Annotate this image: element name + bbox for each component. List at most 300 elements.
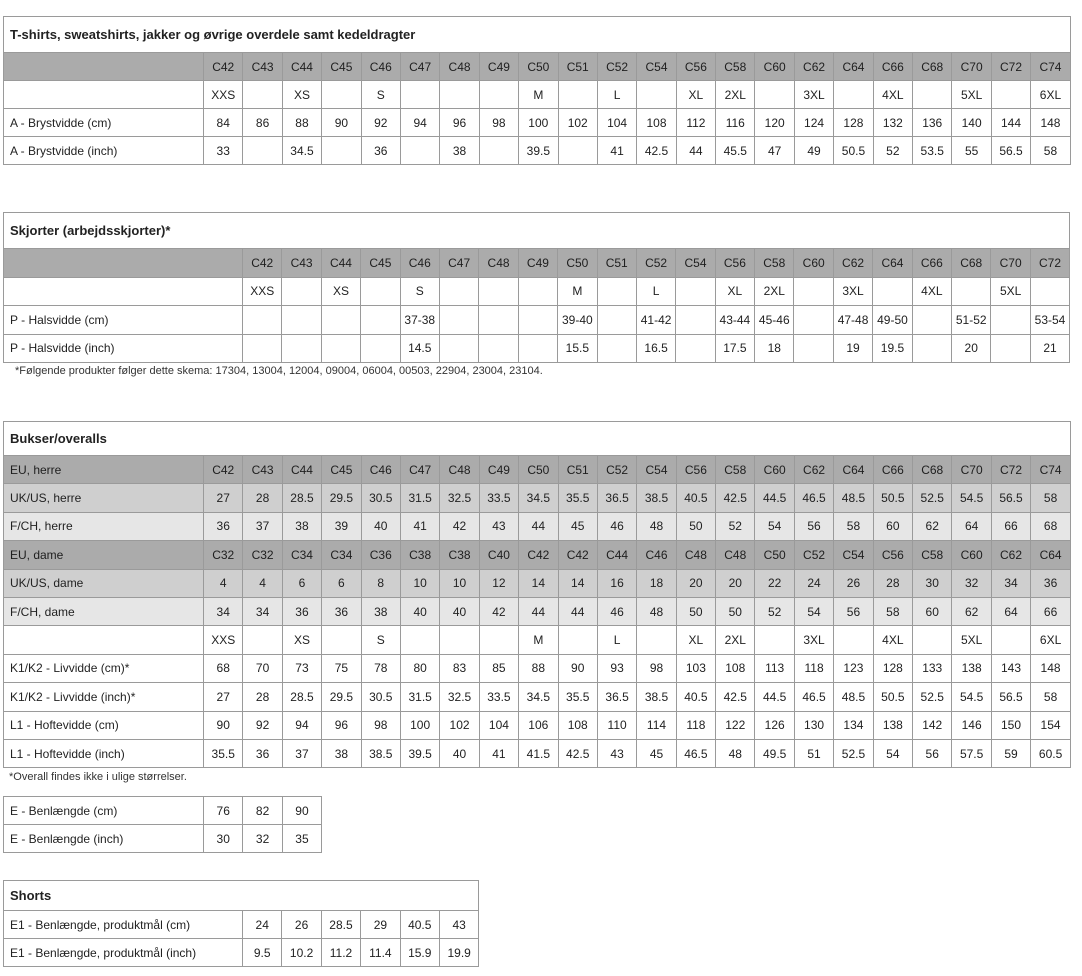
value-cell: 32.5 — [440, 683, 479, 711]
value-cell: 42.5 — [637, 137, 676, 165]
value-cell: 33.5 — [479, 683, 518, 711]
size-code-cell: C52 — [636, 249, 675, 278]
value-cell: 45.5 — [716, 137, 755, 165]
value-cell: 29.5 — [322, 683, 361, 711]
value-cell — [439, 306, 478, 335]
value-cell: 36 — [322, 597, 361, 625]
value-cell — [518, 277, 557, 306]
value-cell: 38 — [322, 739, 361, 767]
value-cell: 53-54 — [1030, 306, 1069, 335]
value-cell: 90 — [204, 711, 243, 739]
value-cell: 44 — [558, 597, 597, 625]
table-row — [4, 334, 1070, 363]
size-code-cell: C70 — [991, 249, 1030, 278]
value-cell: 130 — [794, 711, 833, 739]
value-cell: 118 — [676, 711, 715, 739]
value-cell: 48 — [637, 597, 676, 625]
size-code-cell: C72 — [1030, 249, 1069, 278]
value-cell: 52.5 — [913, 683, 952, 711]
value-cell: 123 — [834, 654, 873, 682]
value-cell — [361, 334, 400, 363]
value-cell: 3XL — [794, 626, 833, 654]
value-cell: 34 — [243, 597, 282, 625]
value-cell: 92 — [361, 109, 400, 137]
value-cell: 19.9 — [439, 939, 478, 967]
size-code-cell: C48 — [479, 249, 518, 278]
table-row — [4, 456, 1071, 484]
table-title: Shorts — [4, 881, 479, 911]
value-cell — [282, 277, 321, 306]
value-cell — [755, 626, 794, 654]
value-cell: 5XL — [952, 81, 991, 109]
value-cell — [400, 626, 439, 654]
value-cell: 51 — [794, 739, 833, 767]
value-cell: 36 — [243, 739, 282, 767]
value-cell: 50 — [716, 597, 755, 625]
value-cell — [243, 81, 282, 109]
value-cell: C34 — [322, 541, 361, 569]
row-label: UK/US, dame — [4, 569, 204, 597]
value-cell: 20 — [716, 569, 755, 597]
value-cell: 78 — [361, 654, 400, 682]
value-cell: C54 — [834, 541, 873, 569]
size-code-cell: C42 — [204, 53, 243, 81]
value-cell: 37 — [243, 512, 282, 540]
row-label: K1/K2 - Livvidde (inch)* — [4, 683, 204, 711]
table-row — [4, 306, 1070, 335]
value-cell: 10.2 — [282, 939, 321, 967]
table-title: Skjorter (arbejdsskjorter)* — [4, 213, 1070, 249]
table-row — [4, 797, 322, 825]
value-cell: 48.5 — [834, 683, 873, 711]
value-cell: 18 — [637, 569, 676, 597]
value-cell — [676, 334, 715, 363]
value-cell: 10 — [400, 569, 439, 597]
value-cell: 6XL — [1031, 626, 1071, 654]
value-cell: M — [558, 277, 597, 306]
value-cell — [518, 306, 557, 335]
value-cell — [439, 334, 478, 363]
row-label — [4, 81, 204, 109]
value-cell: 138 — [952, 654, 991, 682]
value-cell: 34 — [204, 597, 243, 625]
value-cell: 34 — [991, 569, 1030, 597]
table-title-row — [4, 213, 1070, 249]
value-cell: C50 — [755, 541, 794, 569]
value-cell: 36.5 — [597, 683, 636, 711]
value-cell — [558, 626, 597, 654]
value-cell: C49 — [479, 456, 518, 484]
row-label: E1 - Benlængde, produktmål (cm) — [4, 911, 243, 939]
value-cell: 126 — [755, 711, 794, 739]
value-cell: 57.5 — [952, 739, 991, 767]
value-cell: 22 — [755, 569, 794, 597]
value-cell — [676, 306, 715, 335]
value-cell: C47 — [400, 456, 439, 484]
table-row — [4, 711, 1071, 739]
value-cell: 90 — [282, 797, 321, 825]
value-cell: C62 — [794, 456, 833, 484]
size-code-cell: C66 — [912, 249, 951, 278]
size-code-cell: C56 — [715, 249, 754, 278]
value-cell: 42.5 — [716, 484, 755, 512]
value-cell: C43 — [243, 456, 282, 484]
value-cell: 38.5 — [361, 739, 400, 767]
shorts-size-table — [3, 880, 479, 967]
value-cell: C70 — [952, 456, 991, 484]
value-cell: M — [519, 81, 558, 109]
value-cell — [991, 81, 1030, 109]
value-cell: 33.5 — [479, 484, 518, 512]
value-cell: 16 — [597, 569, 636, 597]
value-cell: 50 — [676, 597, 715, 625]
value-cell: 41-42 — [636, 306, 675, 335]
value-cell: C48 — [676, 541, 715, 569]
value-cell — [282, 306, 321, 335]
value-cell: 20 — [676, 569, 715, 597]
value-cell: 27 — [204, 484, 243, 512]
value-cell: 3XL — [794, 81, 833, 109]
value-cell: 45 — [637, 739, 676, 767]
value-cell: 52.5 — [913, 484, 952, 512]
value-cell: 40.5 — [676, 484, 715, 512]
value-cell: 30 — [204, 825, 243, 853]
value-cell — [912, 306, 951, 335]
value-cell: 54 — [873, 739, 912, 767]
value-cell: 38.5 — [637, 683, 676, 711]
value-cell — [361, 277, 400, 306]
value-cell — [597, 306, 636, 335]
value-cell: 150 — [991, 711, 1030, 739]
value-cell: 52 — [873, 137, 912, 165]
value-cell: 66 — [991, 512, 1030, 540]
value-cell: 46.5 — [676, 739, 715, 767]
value-cell: S — [400, 277, 439, 306]
value-cell — [794, 306, 833, 335]
table-row — [4, 109, 1071, 137]
value-cell: 88 — [519, 654, 558, 682]
value-cell — [243, 306, 282, 335]
value-cell: 118 — [794, 654, 833, 682]
table-title: Bukser/overalls — [4, 422, 1071, 456]
value-cell: 27 — [204, 683, 243, 711]
value-cell: XXS — [204, 81, 243, 109]
size-code-cell: C51 — [597, 249, 636, 278]
row-label: E - Benlængde (cm) — [4, 797, 204, 825]
value-cell: 120 — [755, 109, 794, 137]
size-header-row — [4, 249, 1070, 278]
value-cell: XS — [282, 81, 321, 109]
value-cell: 28.5 — [282, 484, 321, 512]
value-cell: 41 — [479, 739, 518, 767]
table-row — [4, 81, 1071, 109]
row-label: K1/K2 - Livvidde (cm)* — [4, 654, 204, 682]
value-cell: C58 — [913, 541, 952, 569]
value-cell: 54 — [755, 512, 794, 540]
value-cell: 36 — [361, 137, 400, 165]
value-cell: 40 — [440, 597, 479, 625]
size-table — [3, 796, 322, 853]
value-cell: 54 — [794, 597, 833, 625]
value-cell: 4XL — [912, 277, 951, 306]
value-cell: 56 — [913, 739, 952, 767]
row-label: P - Halsvidde (cm) — [4, 306, 243, 335]
value-cell: C32 — [243, 541, 282, 569]
table-row — [4, 569, 1071, 597]
row-label: P - Halsvidde (inch) — [4, 334, 243, 363]
table-row — [4, 683, 1071, 711]
value-cell: 75 — [322, 654, 361, 682]
size-code-cell: C74 — [1031, 53, 1071, 81]
value-cell: 128 — [873, 654, 912, 682]
size-code-cell: C64 — [873, 249, 912, 278]
value-cell: 96 — [440, 109, 479, 137]
table-row — [4, 512, 1071, 540]
value-cell: 108 — [637, 109, 676, 137]
row-label: F/CH, dame — [4, 597, 204, 625]
size-table — [3, 421, 1071, 768]
value-cell: 49.5 — [755, 739, 794, 767]
value-cell — [913, 81, 952, 109]
value-cell — [991, 306, 1030, 335]
value-cell — [479, 81, 518, 109]
value-cell: 46.5 — [794, 484, 833, 512]
value-cell — [322, 137, 361, 165]
value-cell — [637, 626, 676, 654]
value-cell: 31.5 — [400, 683, 439, 711]
value-cell: 90 — [322, 109, 361, 137]
value-cell: 55 — [952, 137, 991, 165]
value-cell: 42 — [440, 512, 479, 540]
value-cell: 30.5 — [361, 484, 400, 512]
value-cell: 30 — [913, 569, 952, 597]
value-cell: C52 — [597, 456, 636, 484]
value-cell — [1030, 277, 1069, 306]
size-code-cell: C60 — [755, 53, 794, 81]
row-label: A - Brystvidde (cm) — [4, 109, 204, 137]
value-cell: 46.5 — [794, 683, 833, 711]
value-cell: 4 — [204, 569, 243, 597]
value-cell: C38 — [440, 541, 479, 569]
value-cell: 50 — [676, 512, 715, 540]
value-cell: 14 — [558, 569, 597, 597]
value-cell: 45 — [558, 512, 597, 540]
value-cell — [597, 334, 636, 363]
value-cell: 37-38 — [400, 306, 439, 335]
size-code-cell: C51 — [558, 53, 597, 81]
value-cell: 39 — [322, 512, 361, 540]
value-cell: 54.5 — [952, 683, 991, 711]
value-cell: 108 — [716, 654, 755, 682]
size-code-cell: C52 — [597, 53, 636, 81]
size-code-cell: C66 — [873, 53, 912, 81]
value-cell — [439, 277, 478, 306]
size-code-cell: C56 — [676, 53, 715, 81]
value-cell: 36 — [1031, 569, 1071, 597]
value-cell — [479, 306, 518, 335]
value-cell — [400, 81, 439, 109]
value-cell: 36.5 — [597, 484, 636, 512]
value-cell: 50.5 — [873, 683, 912, 711]
value-cell: 54.5 — [952, 484, 991, 512]
value-cell — [558, 81, 597, 109]
size-code-cell: C70 — [952, 53, 991, 81]
row-label: UK/US, herre — [4, 484, 204, 512]
value-cell: M — [519, 626, 558, 654]
value-cell: C56 — [873, 541, 912, 569]
value-cell: 48 — [716, 739, 755, 767]
value-cell: C36 — [361, 541, 400, 569]
value-cell — [834, 81, 873, 109]
value-cell: 103 — [676, 654, 715, 682]
size-code-cell: C45 — [361, 249, 400, 278]
table-title-row — [4, 881, 479, 911]
value-cell: C34 — [282, 541, 321, 569]
value-cell: 52.5 — [834, 739, 873, 767]
value-cell: 47 — [755, 137, 794, 165]
value-cell: 70 — [243, 654, 282, 682]
value-cell: 28 — [243, 484, 282, 512]
value-cell: C42 — [204, 456, 243, 484]
value-cell: 64 — [952, 512, 991, 540]
value-cell: C74 — [1031, 456, 1071, 484]
value-cell: 3XL — [833, 277, 872, 306]
value-cell: C42 — [558, 541, 597, 569]
value-cell: 134 — [834, 711, 873, 739]
value-cell: 88 — [282, 109, 321, 137]
value-cell — [676, 277, 715, 306]
size-header-row — [4, 53, 1071, 81]
size-table — [3, 212, 1070, 363]
value-cell: 76 — [204, 797, 243, 825]
value-cell — [479, 137, 518, 165]
value-cell — [322, 626, 361, 654]
value-cell — [834, 626, 873, 654]
value-cell: 6 — [282, 569, 321, 597]
value-cell: 60.5 — [1031, 739, 1071, 767]
value-cell: 42 — [479, 597, 518, 625]
size-code-cell: C43 — [243, 53, 282, 81]
table-row — [4, 739, 1071, 767]
value-cell: 21 — [1030, 334, 1069, 363]
value-cell: 102 — [558, 109, 597, 137]
value-cell: 59 — [991, 739, 1030, 767]
trousers-size-table — [3, 421, 1071, 768]
value-cell: 28 — [873, 569, 912, 597]
size-code-cell: C68 — [913, 53, 952, 81]
value-cell — [755, 81, 794, 109]
value-cell: 58 — [873, 597, 912, 625]
value-cell: 83 — [440, 654, 479, 682]
value-cell: 133 — [913, 654, 952, 682]
value-cell: C38 — [400, 541, 439, 569]
table-row — [4, 484, 1071, 512]
value-cell: 104 — [597, 109, 636, 137]
value-cell: 144 — [991, 109, 1030, 137]
value-cell: 122 — [716, 711, 755, 739]
value-cell: 9.5 — [243, 939, 282, 967]
value-cell: 100 — [400, 711, 439, 739]
value-cell: C44 — [282, 456, 321, 484]
value-cell — [479, 334, 518, 363]
value-cell: XL — [676, 81, 715, 109]
value-cell — [873, 277, 912, 306]
size-code-cell: C49 — [479, 53, 518, 81]
value-cell: L — [636, 277, 675, 306]
value-cell: 51-52 — [952, 306, 991, 335]
value-cell: C42 — [519, 541, 558, 569]
value-cell: 28 — [243, 683, 282, 711]
value-cell: 39-40 — [558, 306, 597, 335]
value-cell: 148 — [1031, 109, 1071, 137]
table-row — [4, 626, 1071, 654]
row-label: L1 - Hoftevidde (cm) — [4, 711, 204, 739]
value-cell: 44.5 — [755, 683, 794, 711]
value-cell: 62 — [913, 512, 952, 540]
value-cell: XL — [715, 277, 754, 306]
value-cell: 114 — [637, 711, 676, 739]
value-cell: 37 — [282, 739, 321, 767]
value-cell: 58 — [1031, 683, 1071, 711]
value-cell: 60 — [913, 597, 952, 625]
value-cell — [597, 277, 636, 306]
value-cell — [637, 81, 676, 109]
size-code-cell: C47 — [400, 53, 439, 81]
value-cell: 98 — [637, 654, 676, 682]
value-cell: 48 — [637, 512, 676, 540]
value-cell: 60 — [873, 512, 912, 540]
table-title-row — [4, 17, 1071, 53]
value-cell: 56 — [834, 597, 873, 625]
value-cell — [558, 137, 597, 165]
value-cell: 4XL — [873, 81, 912, 109]
value-cell — [479, 626, 518, 654]
value-cell: C50 — [519, 456, 558, 484]
value-cell: 16.5 — [636, 334, 675, 363]
table-row — [4, 137, 1071, 165]
value-cell: C64 — [1031, 541, 1071, 569]
value-cell: C40 — [479, 541, 518, 569]
value-cell: 32.5 — [440, 484, 479, 512]
value-cell: 4XL — [873, 626, 912, 654]
value-cell: 49-50 — [873, 306, 912, 335]
value-cell: 44 — [519, 597, 558, 625]
value-cell: 44 — [519, 512, 558, 540]
value-cell — [361, 306, 400, 335]
value-cell: 73 — [282, 654, 321, 682]
value-cell: 98 — [479, 109, 518, 137]
value-cell: XS — [321, 277, 360, 306]
value-cell — [794, 334, 833, 363]
value-cell: 58 — [1031, 137, 1071, 165]
value-cell: 128 — [834, 109, 873, 137]
value-cell: 15.5 — [558, 334, 597, 363]
value-cell: 11.2 — [321, 939, 360, 967]
value-cell: 38 — [361, 597, 400, 625]
value-cell: 20 — [952, 334, 991, 363]
value-cell: 146 — [952, 711, 991, 739]
value-cell: C51 — [558, 456, 597, 484]
value-cell: C64 — [834, 456, 873, 484]
value-cell: 5XL — [952, 626, 991, 654]
value-cell: 32 — [952, 569, 991, 597]
value-cell: 148 — [1031, 654, 1071, 682]
value-cell: 44 — [676, 137, 715, 165]
value-cell: 68 — [1031, 512, 1071, 540]
value-cell: 6XL — [1031, 81, 1071, 109]
value-cell: 110 — [597, 711, 636, 739]
value-cell: 50.5 — [834, 137, 873, 165]
